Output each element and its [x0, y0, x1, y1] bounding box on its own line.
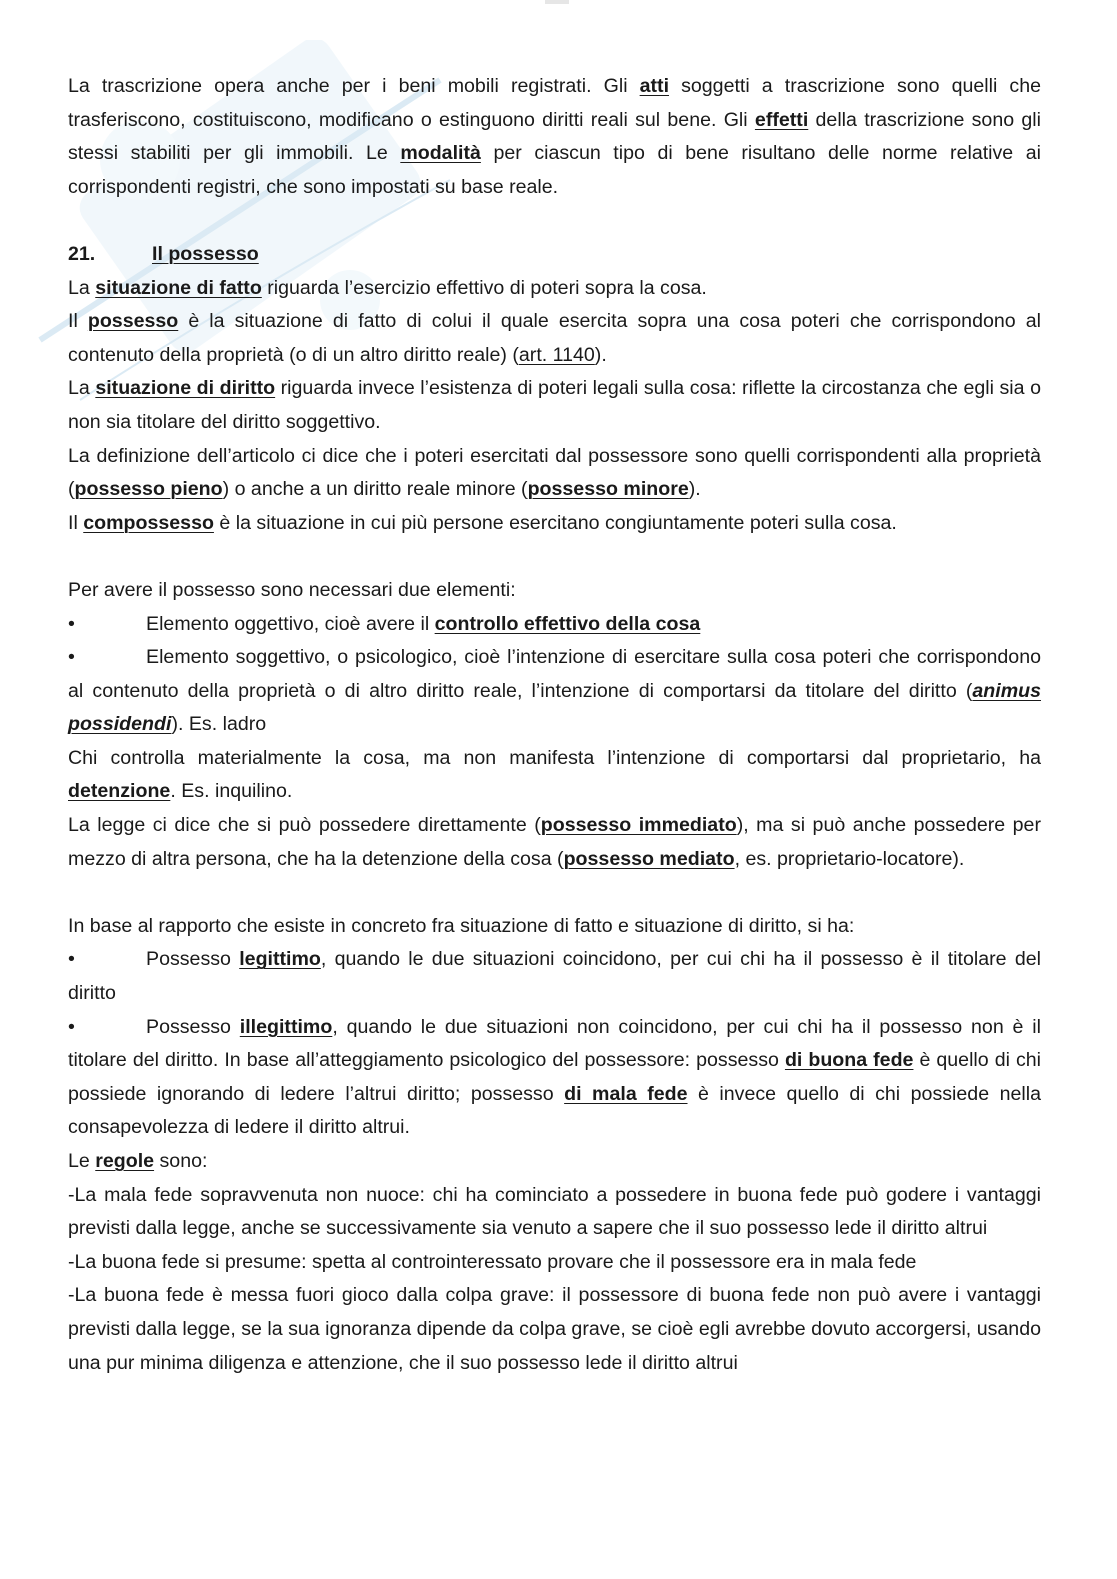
bullet-icon: • [68, 646, 75, 669]
section-heading [68, 238, 1041, 272]
paragraph-possesso-def: Il possesso è la situazione di fatto di colui il quale esercita sopra una cosa poteri che corrispondono al contenuto della proprietà (o di un altro diritto reale) (art. 1140). [68, 310, 1041, 366]
paragraph-situazione-diritto: La situazione di diritto riguarda invece l’esistenza di poteri legali sulla cosa: riflette la circostanza che egli sia o non sia titolare del diritto soggettivo. [68, 377, 1041, 433]
page-top-mark [545, 0, 569, 4]
term-effetti: effetti [754, 108, 809, 131]
list-item: • Possesso illegittimo, quando le due situazioni non coincidono, per cui chi ha il possesso non è il titolare del diritto. In base all’atteggiamento psicologico del possessore: possesso di buona fede è quello di chi possiede ignorando di ledere l’altrui diritto; possesso di mala fede è invece quello di chi possiede nella consapevolezza di ledere il diritto altrui. [68, 1011, 1041, 1145]
paragraph-possesso-mediato: La legge ci dice che si può possedere direttamente (possesso immediato), ma si può anche possedere per mezzo di altra persona, che ha la detenzione della cosa (possesso mediato, es. proprietario-locatore). [68, 814, 1041, 870]
list-item: • Possesso legittimo, quando le due situazioni coincidono, per cui chi ha il possesso è il titolare del diritto [68, 943, 1041, 1010]
paragraph-definizione: La definizione dell’articolo ci dice che i poteri esercitati dal possessore sono quelli corrispondenti alla proprietà (possesso pieno) o anche a un diritto reale minore (possesso minore). [68, 444, 1041, 501]
rule-item: -La mala fede sopravvenuta non nuoce: chi ha cominciato a possedere in buona fede può godere i vantaggi previsti dalla legge, anche se successivamente sia venuto a sapere che il suo possesso lede il diritto altrui [68, 1183, 1041, 1240]
paragraph-trascrizione: La trascrizione opera anche per i beni mobili registrati. Gli atti soggetti a trascrizione sono quelli che trasferiscono, costituiscono, modificano o estinguono diritti reali sul bene. Gli effetti della trascrizione sono gli stessi stabiliti per gli immobili. Le modalità per ciascun tipo di bene risultano delle norme relative ai corrispondenti registri, che sono impostati su base reale. [68, 75, 1042, 198]
list-item: • Elemento soggettivo, o psicologico, cioè l’intenzione di esercitare sulla cosa poteri che corrispondono al contenuto della proprietà o di altro diritto reale, l’intenzione di comportarsi da titolare del diritto (animus possidendi). Es. ladro [68, 641, 1041, 742]
article-reference: art. 1140 [518, 343, 595, 366]
rule-item: -La buona fede è messa fuori gioco dalla colpa grave: il possessore di buona fede non può avere i vantaggi previsti dalla legge, se la sua ignoranza dipende da colpa grave, se cioè egli avrebbe dovuto accorgersi, usando una pur minima diligenza e attenzione, che il suo possesso lede il diritto altrui [68, 1284, 1041, 1374]
term-atti: atti [639, 75, 670, 97]
document-body [68, 70, 1041, 1380]
paragraph-elementi-intro: Per avere il possesso sono necessari due elementi: [68, 578, 516, 601]
rule-item: -La buona fede si presume: spetta al controinteressato provare che il possessore era in mala fede [68, 1250, 917, 1273]
paragraph-compossesso: Il compossesso è la situazione in cui più persone esercitano congiuntamente poteri sulla cosa. [68, 511, 897, 534]
bullet-icon: • [68, 948, 75, 971]
paragraph-rapporto-intro: In base al rapporto che esiste in concreto fra situazione di fatto e situazione di diritto, si ha: [68, 914, 855, 937]
paragraph-detenzione: Chi controlla materialmente la cosa, ma non manifesta l’intenzione di comportarsi dal proprietario, ha detenzione. Es. inquilino. [68, 746, 1041, 803]
section-number: 21. [68, 242, 96, 265]
paragraph-situazione-fatto: La situazione di fatto riguarda l’esercizio effettivo di poteri sopra la cosa. [68, 276, 707, 299]
bullet-icon: • [68, 1015, 75, 1038]
term-modalita: modalità [400, 142, 481, 165]
paragraph-regole-intro: Le regole sono: [68, 1150, 208, 1172]
section-title: Il possesso [152, 242, 259, 265]
bullet-icon: • [68, 612, 75, 635]
list-item: • Elemento oggettivo, cioè avere il controllo effettivo della cosa [68, 608, 1041, 642]
